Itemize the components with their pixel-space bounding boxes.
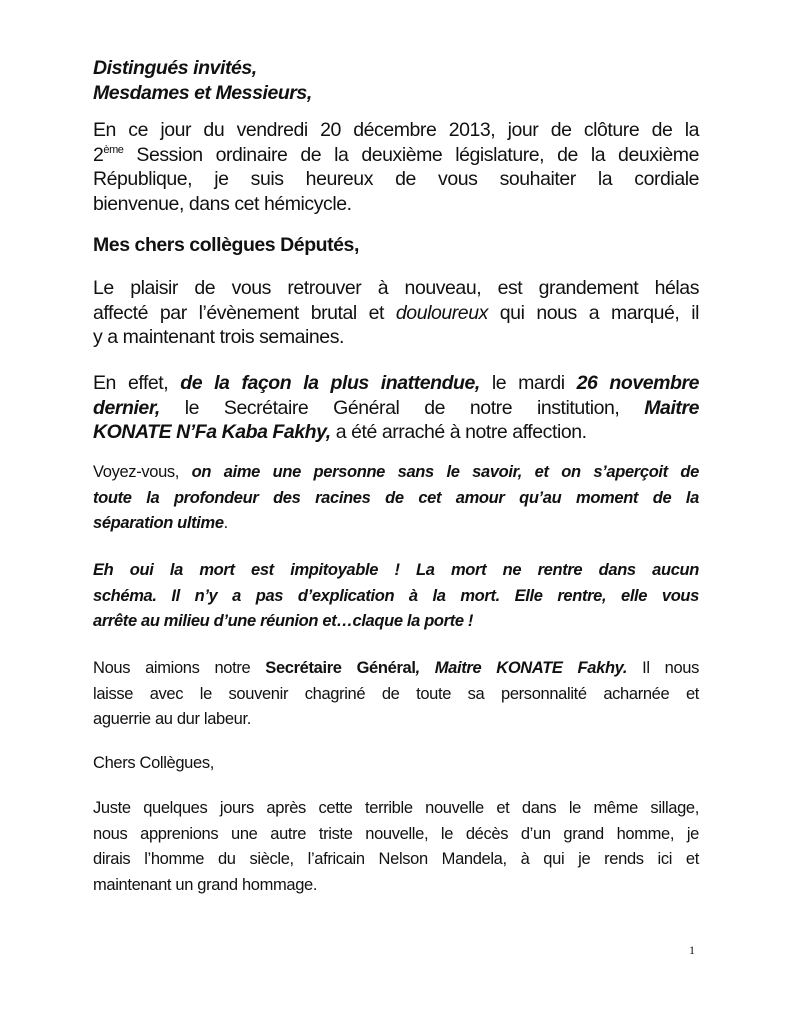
- text-line: En ce jour du vendredi 20 décembre 2013, jour de clôture de la: [93, 119, 699, 141]
- ordinal-number: 2: [93, 143, 104, 166]
- paragraph-nous-aimions: [93, 656, 699, 733]
- text-run: Voyez-vous,: [93, 463, 192, 481]
- text-line: [93, 460, 699, 486]
- paragraph-la-mort: [93, 558, 699, 635]
- text-run: .: [223, 514, 228, 532]
- text-line: bienvenue, dans cet hémicycle.: [93, 192, 352, 215]
- text-run-emphasis: séparation ultime: [93, 514, 224, 532]
- text-line: [93, 396, 699, 421]
- text-run-emphasis: KONATE N’Fa Kaba Fakhy,: [93, 421, 331, 443]
- text-line: [93, 143, 699, 168]
- text-line: [93, 301, 699, 326]
- text-run-italic: douloureux: [395, 301, 488, 324]
- text-line: [93, 656, 699, 682]
- text-line: laisse avec le souvenir chagriné de toute sa personnalité acharnée et: [93, 684, 699, 703]
- text-line: arrête au milieu d’une réunion et…claque la porte !: [93, 612, 474, 630]
- text-run: le Secrétaire Général de notre institution,: [159, 396, 645, 419]
- text-run-emphasis: on aime une personne sans le savoir, et on s’aperçoit de: [191, 463, 699, 481]
- text-line: [93, 420, 699, 445]
- text-line: nous apprenions une autre triste nouvelle, le décès d’un grand homme, je: [93, 824, 699, 843]
- text-line: dirais l’homme du siècle, l’africain Nelson Mandela, à qui je rends ici et: [93, 850, 699, 868]
- text-run: Nous aimions notre: [93, 659, 266, 677]
- text-run-emphasis: , Maitre KONATE Fakhy.: [415, 659, 628, 677]
- page-number: 1: [689, 943, 695, 957]
- heading-text: Mes chers collègues Députés,: [93, 234, 359, 256]
- paragraph-opening: [93, 118, 699, 216]
- text-line: toute la profondeur des racines de cet amour qu’au moment de la: [93, 488, 699, 507]
- text-line: Juste quelques jours après cette terrible nouvelle et dans le même sillage,: [93, 799, 699, 817]
- salutation: [93, 56, 699, 105]
- paragraph-en-effet: [93, 371, 699, 445]
- text-run: Il nous: [627, 659, 699, 677]
- text-run: En effet,: [93, 372, 181, 394]
- ordinal-suffix: ème: [103, 143, 124, 156]
- text-line: Chers Collègues,: [93, 754, 214, 772]
- text-run-emphasis: 26 novembre: [576, 372, 699, 394]
- heading-deputes: [93, 233, 699, 258]
- text-line: [93, 511, 699, 537]
- text-run-bold: Secrétaire Général: [265, 659, 416, 677]
- text-run: qui nous a marqué, il: [487, 301, 699, 324]
- text-line: maintenant un grand hommage.: [93, 875, 318, 894]
- text-line: Le plaisir de vous retrouver à nouveau, est grandement hélas: [93, 277, 699, 299]
- paragraph-chers-collegues: [93, 751, 699, 777]
- text-line: [93, 371, 699, 396]
- text-run-emphasis: Maitre: [644, 396, 699, 419]
- text-run: a été arraché à notre affection.: [330, 421, 587, 443]
- text-line: Eh oui la mort est impitoyable ! La mort ne rentre dans aucun: [93, 561, 699, 579]
- text-run-emphasis: de la façon la plus inattendue,: [180, 372, 480, 394]
- salutation-line: Mesdames et Messieurs,: [93, 81, 312, 104]
- text-line: schéma. Il n’y a pas d’explication à la mort. Elle rentre, elle vous: [93, 586, 699, 605]
- text-line: aguerrie au dur labeur.: [93, 710, 251, 728]
- text-line: République, je suis heureux de vous souhaiter la cordiale: [93, 168, 699, 190]
- paragraph-plaisir: [93, 276, 699, 350]
- text-run: le mardi: [479, 372, 577, 394]
- text-run: affecté par l’évènement brutal et: [93, 301, 396, 324]
- text-line: y a maintenant trois semaines.: [93, 326, 344, 348]
- salutation-line: Distingués invités,: [93, 57, 257, 79]
- text-run-emphasis: dernier,: [93, 396, 160, 419]
- paragraph-voyez-vous: [93, 460, 699, 537]
- paragraph-mandela: [93, 796, 699, 898]
- text-run: Session ordinaire de la deuxième législature, de la deuxième: [123, 143, 699, 166]
